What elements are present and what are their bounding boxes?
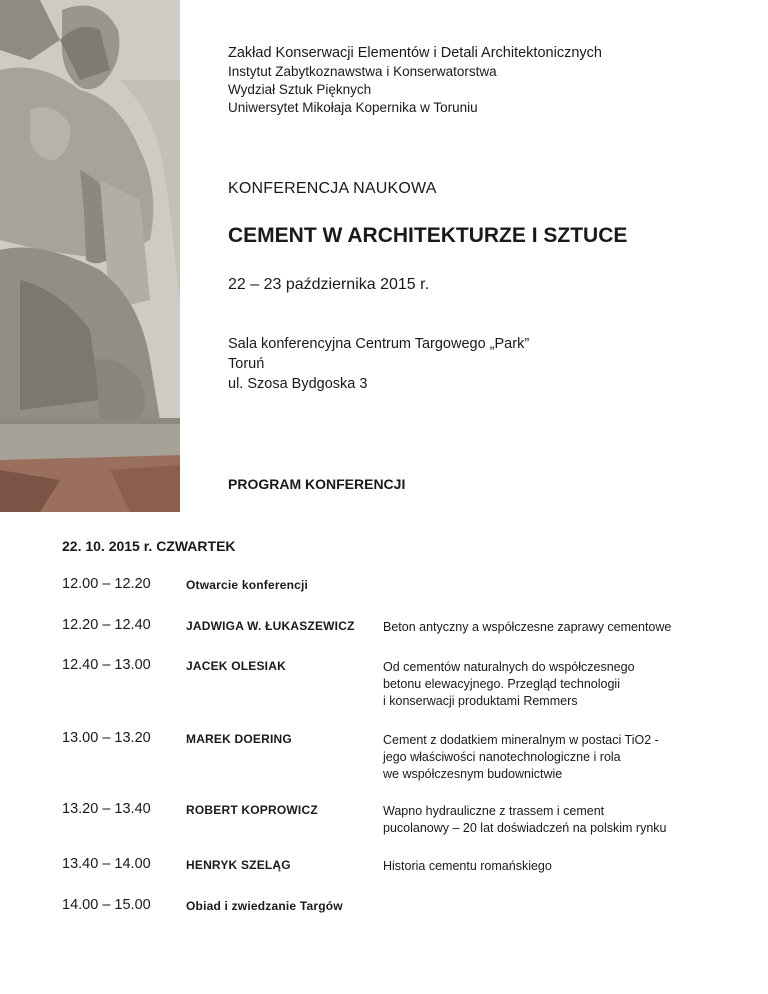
- sculpture-illustration: [0, 0, 180, 512]
- institution-header: [228, 44, 602, 117]
- speaker-name: JADWIGA W. ŁUKASZEWICZ: [186, 619, 355, 633]
- speaker-name: Otwarcie konferencji: [186, 578, 309, 592]
- speaker-name: MAREK DOERING: [186, 732, 292, 746]
- venue-hall: Sala konferencyjna Centrum Targowego „Park”: [228, 336, 530, 352]
- speaker-name: Obiad i zwiedzanie Targów: [186, 899, 343, 913]
- conference-dates: 22 – 23 października 2015 r.: [228, 276, 430, 293]
- department-name: Zakład Konserwacji Elementów i Detali Architektonicznych: [228, 45, 602, 61]
- talk-line: Cement z dodatkiem mineralnym w postaci TiO2 -: [383, 733, 659, 747]
- venue-street: ul. Szosa Bydgoska 3: [228, 376, 368, 392]
- sculpture-photo: [0, 0, 180, 512]
- talk-line: i konserwacji produktami Remmers: [383, 694, 578, 708]
- program-title: PROGRAM KONFERENCJI: [228, 476, 406, 492]
- time-slot: 12.00 – 12.20: [62, 576, 151, 592]
- talk-line: Od cementów naturalnych do współczesnego: [383, 660, 635, 674]
- time-slot: 14.00 – 15.00: [62, 897, 151, 913]
- talk-title: [383, 619, 723, 636]
- institute-name: Instytut Zabytkoznawstwa i Konserwatorstwa: [228, 64, 497, 79]
- talk-title: [383, 659, 723, 710]
- conference-type: KONFERENCJA NAUKOWA: [228, 180, 437, 197]
- talk-line: pucolanowy – 20 lat doświadczeń na polskim rynku: [383, 821, 667, 835]
- talk-title: [383, 803, 723, 837]
- talk-line: jego właściwości nanotechnologiczne i rola: [383, 750, 621, 764]
- speaker-name: HENRYK SZELĄG: [186, 858, 291, 872]
- talk-line: Historia cementu romańskiego: [383, 859, 552, 873]
- time-slot: 12.40 – 13.00: [62, 657, 151, 673]
- faculty-name: Wydział Sztuk Pięknych: [228, 82, 372, 97]
- talk-line: betonu elewacyjnego. Przegląd technologii: [383, 677, 620, 691]
- conference-title: CEMENT W ARCHITEKTURZE I SZTUCE: [228, 224, 628, 247]
- time-slot: 13.20 – 13.40: [62, 801, 151, 817]
- venue-address: [228, 334, 529, 394]
- venue-city: Toruń: [228, 356, 265, 372]
- university-name: Uniwersytet Mikołaja Kopernika w Toruniu: [228, 100, 478, 115]
- speaker-name: ROBERT KOPROWICZ: [186, 803, 318, 817]
- time-slot: 12.20 – 12.40: [62, 617, 151, 633]
- time-slot: 13.40 – 14.00: [62, 856, 151, 872]
- talk-title: [383, 732, 723, 783]
- day-title: 22. 10. 2015 r. CZWARTEK: [62, 538, 236, 554]
- talk-line: we współczesnym budownictwie: [383, 767, 563, 781]
- talk-line: Beton antyczny a współczesne zaprawy cementowe: [383, 620, 672, 634]
- speaker-name: JACEK OLESIAK: [186, 659, 286, 673]
- talk-title: [383, 858, 723, 875]
- talk-line: Wapno hydrauliczne z trassem i cement: [383, 804, 605, 818]
- time-slot: 13.00 – 13.20: [62, 730, 151, 746]
